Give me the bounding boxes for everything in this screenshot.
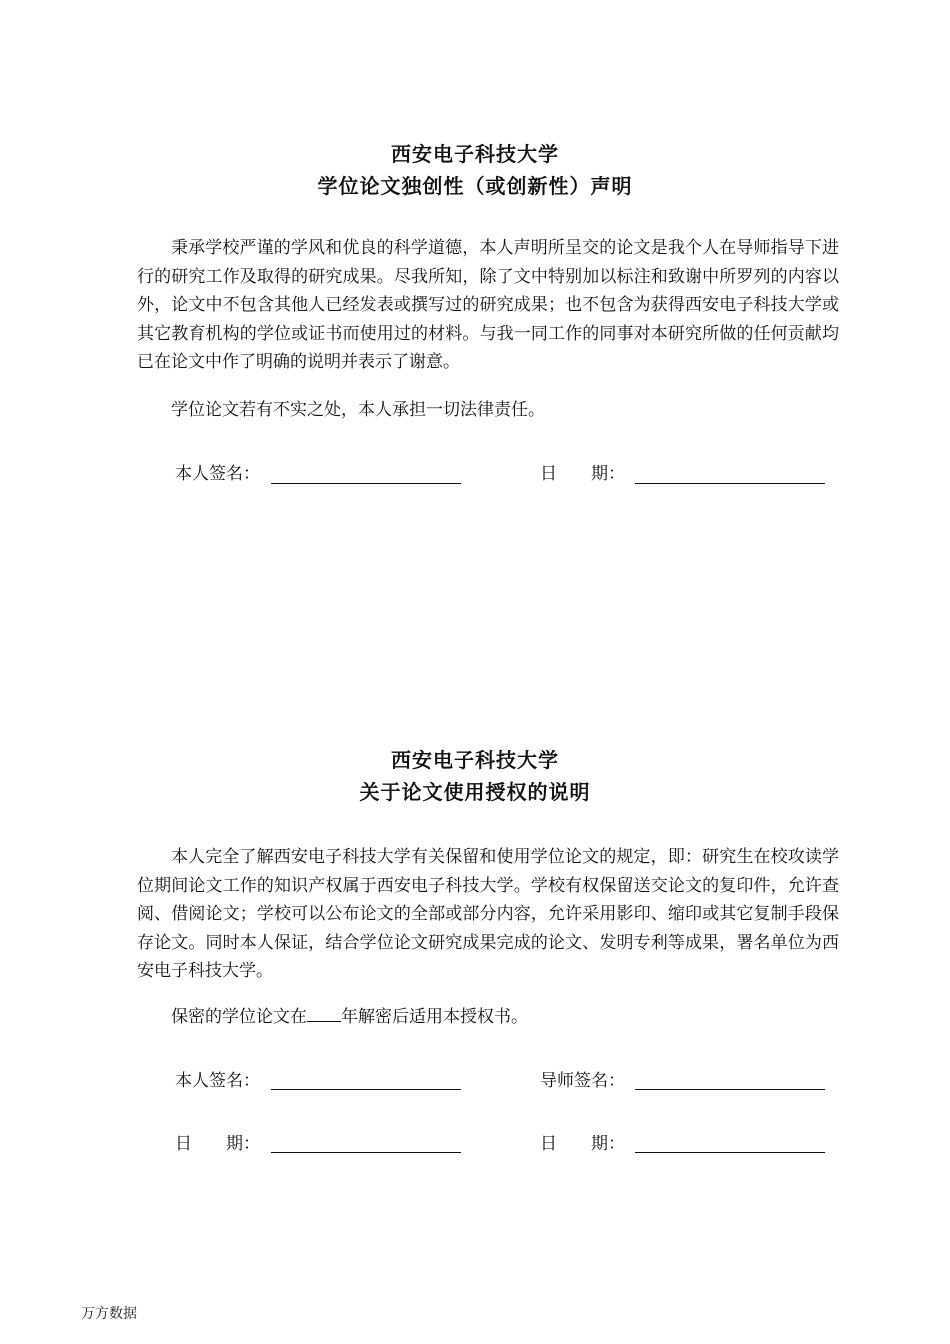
secrecy-years-blank[interactable] xyxy=(307,1006,341,1022)
section2-signature-label: 本人签名： xyxy=(175,1071,260,1091)
section2-supervisor-label: 导师签名： xyxy=(540,1071,625,1091)
section1-signature-blank[interactable] xyxy=(271,483,461,484)
section1-date-blank[interactable] xyxy=(635,483,825,484)
section1-paragraph2: 学位论文若有不实之处，本人承担一切法律责任。 xyxy=(171,400,545,420)
section1-title-line1: 西安电子科技大学 xyxy=(391,142,559,166)
section2-date-blank-right[interactable] xyxy=(635,1152,825,1153)
section2-signature-blank[interactable] xyxy=(271,1089,461,1090)
section2-paragraph2-before: 保密的学位论文在 xyxy=(171,1007,307,1027)
section2-date-label-right: 日 期： xyxy=(540,1134,625,1154)
section1-paragraph1: 秉承学校严谨的学风和优良的科学道德，本人声明所呈交的论文是我个人在导师指导下进行的研究工作及取得的研究成果。尽我所知，除了文中特别加以标注和致谢中所罗列的内容以外，论文中不包含其他人已经发表或撰写过的研究成果；也不包含为获得西安电子科技大学或其它教育机构的学位或证书而使用过的材料。与我一同工作的同事对本研究所做的任何贡献均已在论文中作了明确的说明并表示了谢意。 xyxy=(137,238,839,372)
section2-paragraph2-after: 年解密后适用本授权书。 xyxy=(341,1007,528,1027)
section2-date-blank-left[interactable] xyxy=(271,1152,461,1153)
section2-title-line1: 西安电子科技大学 xyxy=(391,748,559,772)
section2-supervisor-blank[interactable] xyxy=(635,1089,825,1090)
section1-signature-field xyxy=(175,462,260,486)
section1-title-line2: 学位论文独创性（或创新性）声明 xyxy=(317,174,633,198)
section2-paragraph2 xyxy=(137,1003,528,1031)
section2-date-label-left: 日 期： xyxy=(175,1134,260,1154)
section2-signature-field xyxy=(175,1069,260,1093)
footer-watermark: 万方数据 xyxy=(81,1306,137,1322)
section1-date-label: 日 期： xyxy=(540,464,625,484)
section2-supervisor-field xyxy=(540,1069,625,1093)
section2-date-field-right xyxy=(540,1132,625,1156)
section1-signature-label: 本人签名： xyxy=(175,464,260,484)
section2-paragraph1: 本人完全了解西安电子科技大学有关保留和使用学位论文的规定，即：研究生在校攻读学位期间论文工作的知识产权属于西安电子科技大学。学校有权保留送交论文的复印件，允许查阅、借阅论文；学校可以公布论文的全部或部分内容，允许采用影印、缩印或其它复制手段保存论文。同时本人保证，结合学位论文研究成果完成的论文、发明专利等成果，署名单位为西安电子科技大学。 xyxy=(137,847,839,981)
section1-date-field xyxy=(540,462,625,486)
section2-date-field-left xyxy=(175,1132,260,1156)
section2-title-line2: 关于论文使用授权的说明 xyxy=(359,780,591,804)
